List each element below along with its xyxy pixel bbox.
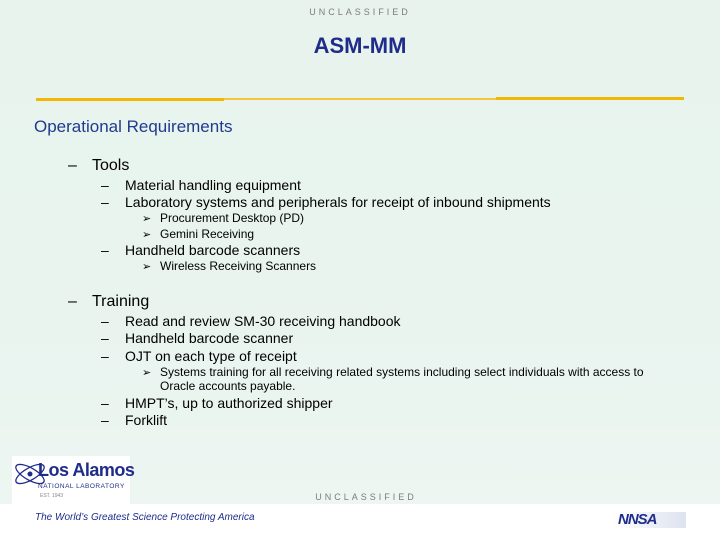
dash-bullet: –	[101, 395, 109, 411]
nnsa-logo	[612, 510, 686, 530]
list-item	[101, 395, 333, 411]
subitem-text: Systems training for all receiving related systems including select individuals with access to Oracle accounts payable.	[160, 365, 644, 393]
dash-bullet: –	[68, 293, 77, 310]
item-text: Forklift	[125, 412, 167, 428]
section-training	[68, 293, 149, 311]
logo-name: Los Alamos	[38, 460, 135, 480]
sub-list-item	[142, 227, 254, 241]
list-item	[101, 412, 167, 428]
item-text: Laboratory systems and peripherals for receipt of inbound shipments	[125, 194, 551, 210]
arrow-bullet-icon: ➢	[142, 367, 152, 379]
classification-top: UNCLASSIFIED	[309, 7, 411, 17]
section-label: Training	[92, 293, 150, 310]
list-item	[101, 177, 301, 193]
tagline: The World’s Greatest Science Protecting America	[35, 512, 255, 523]
dash-bullet: –	[101, 242, 109, 258]
logo-sub: NATIONAL LABORATORY	[38, 483, 125, 490]
dash-bullet: –	[68, 157, 77, 174]
list-item	[101, 313, 401, 329]
list-item	[101, 242, 300, 258]
arrow-bullet-icon: ➢	[142, 261, 152, 273]
sub-list-item	[142, 365, 682, 393]
section-tools	[68, 157, 129, 175]
list-item	[101, 348, 297, 364]
classification-bottom: UNCLASSIFIED	[315, 492, 417, 502]
item-text: Read and review SM-30 receiving handbook	[125, 313, 401, 329]
sub-list-item	[142, 259, 316, 273]
item-text: Handheld barcode scanners	[125, 242, 301, 258]
title-rule-right	[496, 97, 684, 100]
dash-bullet: –	[101, 194, 109, 210]
sub-list-item	[142, 211, 304, 225]
dash-bullet: –	[101, 348, 109, 364]
item-text: Material handling equipment	[125, 177, 301, 193]
arrow-bullet-icon: ➢	[142, 213, 152, 225]
item-text: OJT on each type of receipt	[125, 348, 297, 364]
subitem-text: Wireless Receiving Scanners	[160, 259, 317, 273]
dash-bullet: –	[101, 412, 109, 428]
nnsa-logo-text: NNSA	[618, 511, 657, 528]
dash-bullet: –	[101, 313, 109, 329]
title-rule-middle	[224, 98, 496, 100]
item-text: Handheld barcode scanner	[125, 330, 294, 346]
arrow-bullet-icon: ➢	[142, 229, 152, 241]
subitem-text: Procurement Desktop (PD)	[160, 211, 305, 225]
dash-bullet: –	[101, 330, 109, 346]
title-rule-left	[36, 98, 224, 101]
section-label: Tools	[92, 157, 130, 174]
logo-est: EST. 1943	[40, 493, 64, 499]
list-item	[101, 194, 551, 210]
slide-title: ASM-MM	[313, 33, 407, 58]
subtitle: Operational Requirements	[34, 117, 233, 136]
subitem-text: Gemini Receiving	[160, 227, 255, 241]
item-text: HMPT’s, up to authorized shipper	[125, 395, 333, 411]
dash-bullet: –	[101, 177, 109, 193]
list-item	[101, 330, 293, 346]
